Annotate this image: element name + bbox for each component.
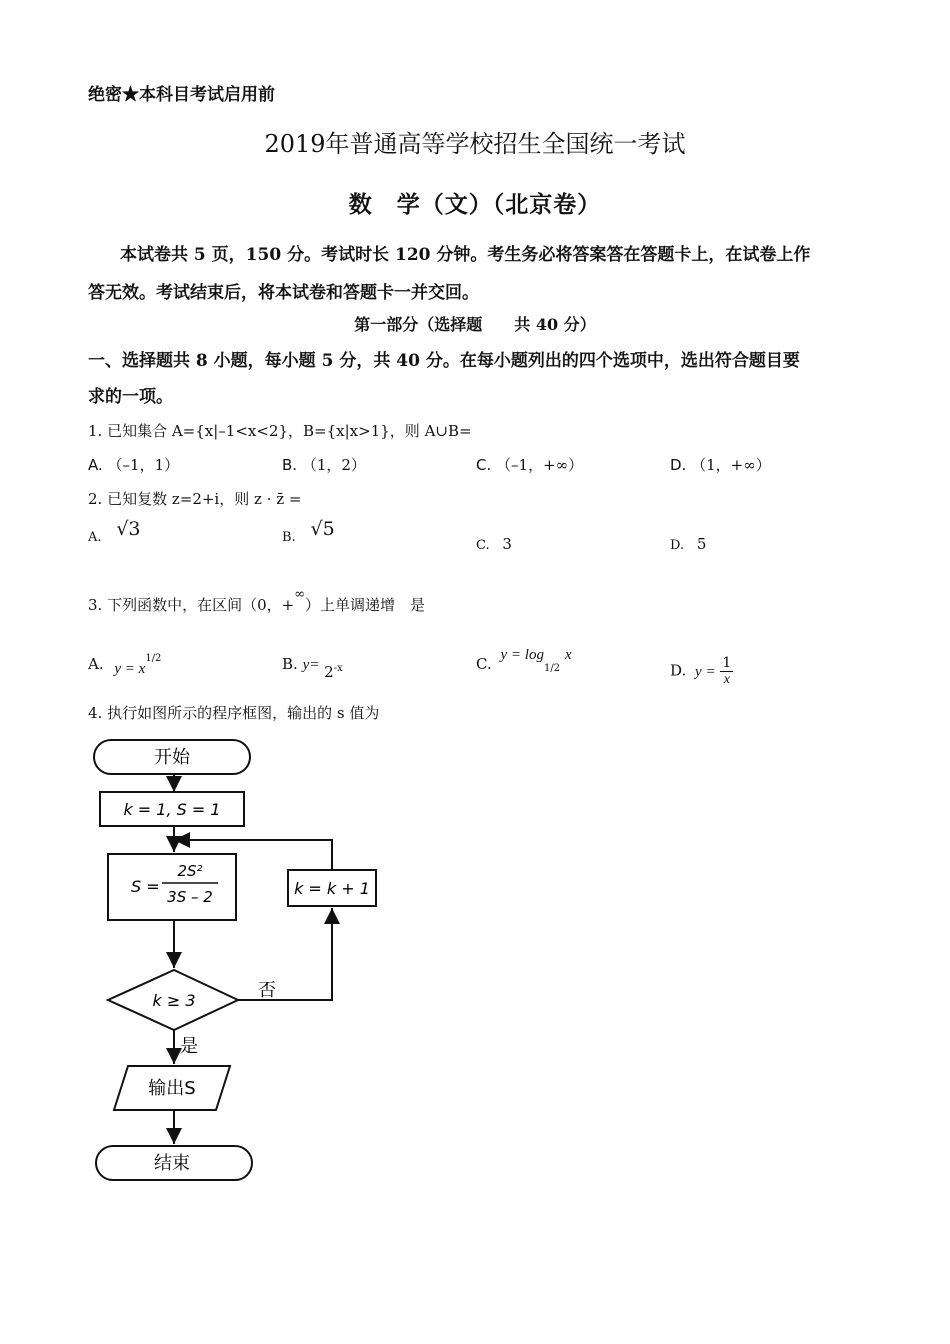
- q2-option-c-text: 3: [502, 535, 512, 553]
- q2-option-d-label: D.: [670, 538, 685, 553]
- q2-option-d-text: 5: [696, 535, 707, 553]
- init-label: k = 1, S = 1: [123, 800, 221, 819]
- q1-option-a-text: （–1，1）: [107, 456, 180, 474]
- q3-option-d-text: y =: [695, 663, 716, 680]
- q2-option-b: [282, 518, 335, 546]
- section-heading-line-2: 求的一项。: [88, 387, 173, 407]
- start-label: 开始: [154, 747, 190, 768]
- q3-option-b: [282, 655, 343, 681]
- infinity-symbol: ∞: [294, 587, 306, 602]
- q3-option-a-label: A.: [88, 655, 104, 673]
- q2-option-c-label: C.: [476, 538, 490, 553]
- exam-title: 2019年普通高等学校招生全国统一考试: [264, 130, 686, 158]
- q2-option-a-label: A.: [88, 530, 102, 545]
- q3-option-a-text: y = x: [114, 661, 146, 677]
- exam-subtitle: 数 学（文）（北京卷）: [348, 191, 602, 218]
- q3-option-b-text: y=: [302, 657, 320, 673]
- q3-option-c: [476, 647, 572, 674]
- q3-option-b-base: 2: [324, 663, 334, 681]
- increment-label: k = k + 1: [294, 879, 370, 898]
- q3-option-b-exponent: -x: [333, 663, 343, 674]
- q3-option-d-denominator: x: [723, 672, 730, 687]
- condition-label: k ≥ 3: [152, 991, 196, 1010]
- q1-option-c-label: C.: [476, 456, 492, 474]
- q2-option-c: [476, 535, 512, 553]
- intro-line-1: 本试卷共 5 页，150 分。考试时长 120 分钟。考生务必将答案答在答题卡上，在试卷上作: [120, 245, 811, 265]
- q1-option-b-label: B.: [282, 456, 298, 474]
- q2-option-b-text: √5: [310, 518, 335, 540]
- q3-option-b-label: B.: [282, 655, 298, 673]
- q2-option-b-label: B.: [282, 530, 296, 545]
- q1-option-c: [476, 454, 583, 475]
- q1-option-a-label: A.: [88, 456, 103, 474]
- q3-option-c-variable: x: [564, 647, 572, 663]
- output-label: 输出S: [148, 1078, 196, 1099]
- secret-label: 绝密★本科目考试启用前: [88, 85, 275, 105]
- question-4-stem: 4. 执行如图所示的程序框图，输出的 s 值为: [88, 704, 380, 722]
- q3-option-a: [88, 653, 162, 677]
- assign-numerator: 2S²: [177, 862, 203, 880]
- assign-lhs: S =: [131, 877, 160, 896]
- q2-option-d: [670, 535, 706, 553]
- no-label: 否: [258, 980, 276, 1001]
- section-heading-line-1: 一、选择题共 8 小题，每小题 5 分，共 40 分。在每小题列出的四个选项中，选出符合题目要: [88, 351, 800, 371]
- q3-option-d-numerator: 1: [722, 655, 732, 671]
- q1-option-d: [670, 454, 771, 475]
- assign-box: [108, 854, 236, 920]
- q3-option-d: [670, 655, 733, 688]
- arrow-no-branch: [238, 908, 332, 1000]
- question-3-stem: [88, 587, 426, 615]
- q2-option-a-text: √3: [116, 518, 141, 540]
- question-2-stem: 2. 已知复数 z=2+i，则 z · z̄ =: [88, 490, 302, 508]
- question-3-stem-start: 3. 下列函数中，在区间（0，+: [88, 596, 295, 614]
- q1-option-b: [282, 454, 366, 475]
- assign-denominator: 3S – 2: [167, 888, 213, 906]
- q2-option-a: [88, 518, 141, 546]
- q1-option-d-text: （1，+∞）: [691, 456, 771, 474]
- q3-option-c-text: y = log: [500, 647, 544, 663]
- end-label: 结束: [154, 1153, 190, 1174]
- yes-label: 是: [180, 1036, 198, 1057]
- q1-option-a: [88, 454, 179, 475]
- intro-line-2: 答无效。考试结束后，将本试卷和答题卡一并交回。: [88, 283, 479, 303]
- q1-option-b-text: （1，2）: [301, 456, 366, 474]
- flowchart: [88, 730, 408, 1190]
- q3-option-a-exponent: 1/2: [145, 653, 162, 664]
- q3-option-d-label: D.: [670, 661, 687, 680]
- question-1-stem: 1. 已知集合 A={x|–1<x<2}，B={x|x>1}，则 A∪B=: [88, 422, 472, 440]
- part-heading: 第一部分（选择题 共 40 分）: [354, 315, 596, 334]
- q1-option-c-text: （–1，+∞）: [496, 456, 584, 474]
- q3-option-c-base: 1/2: [543, 663, 561, 674]
- question-3-stem-end: ）上单调递增 是: [305, 596, 426, 614]
- q1-option-d-label: D.: [670, 456, 687, 474]
- q3-option-c-label: C.: [476, 655, 492, 673]
